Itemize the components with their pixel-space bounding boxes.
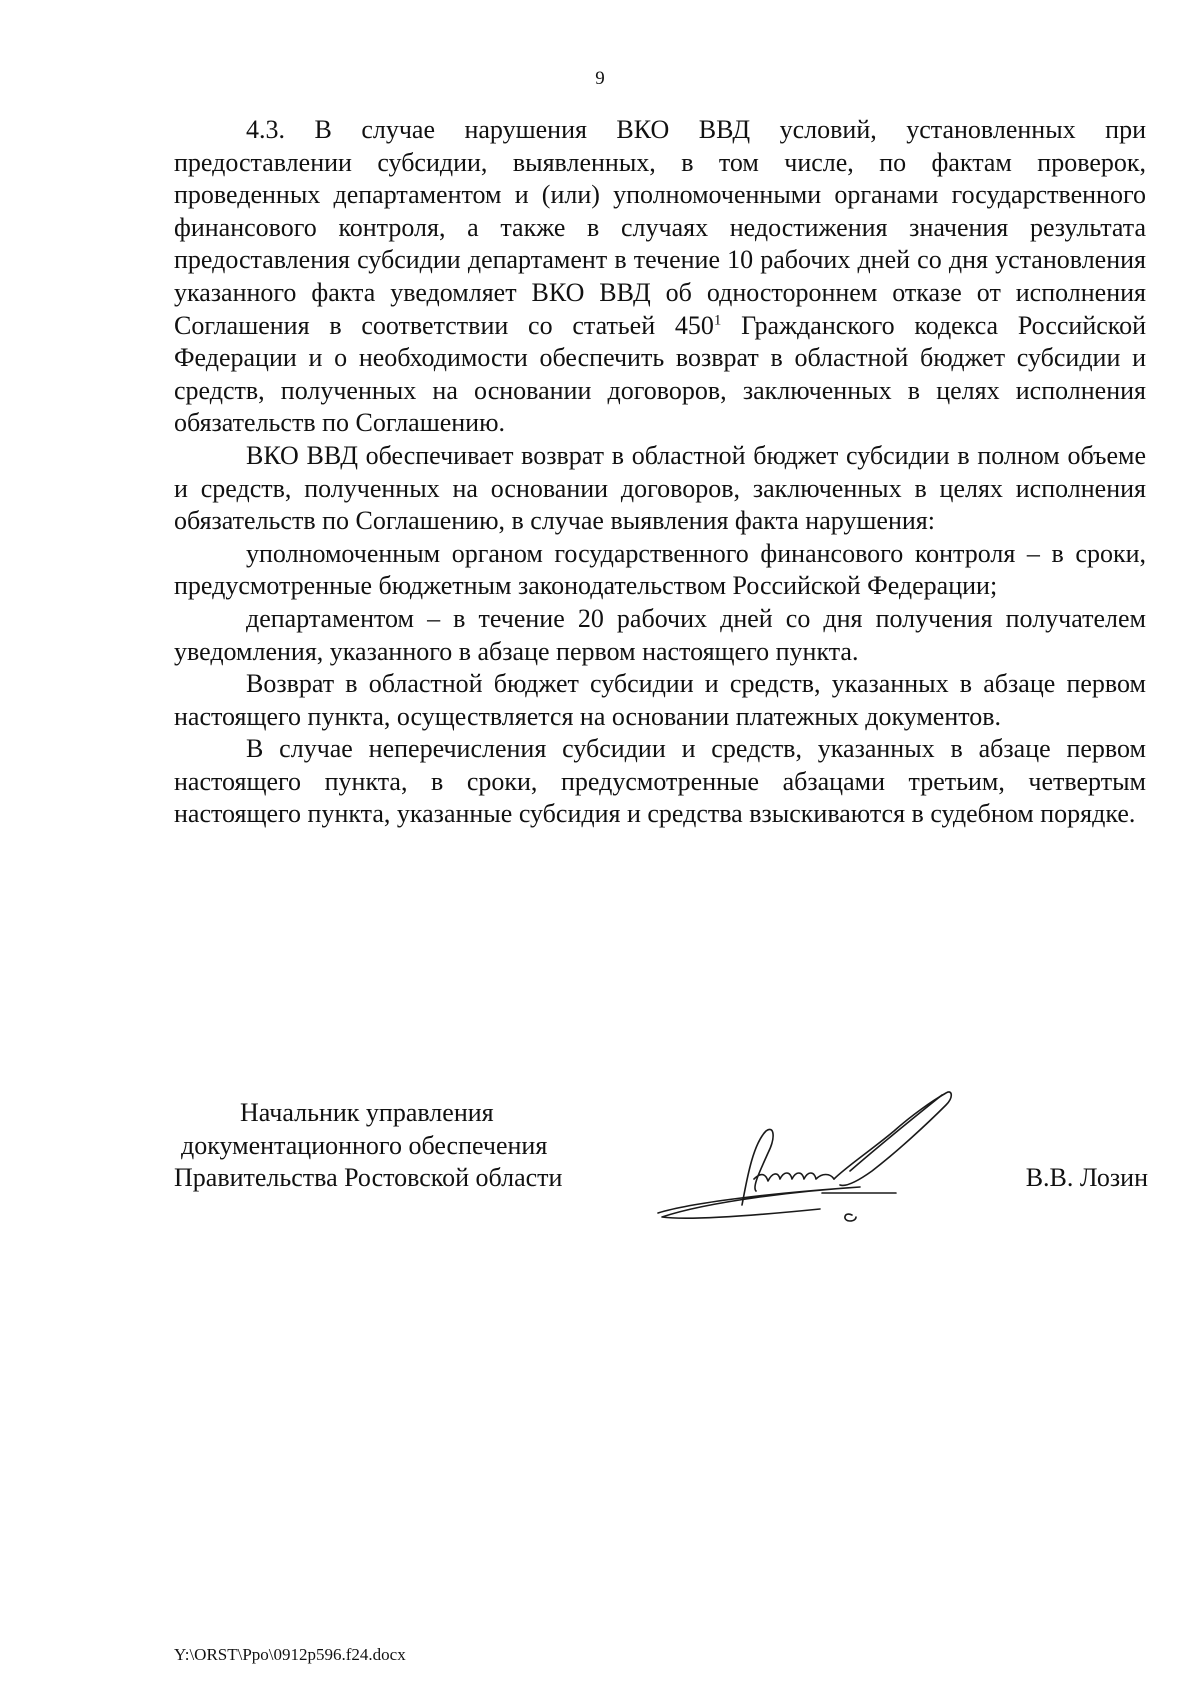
signature-block <box>0 1097 1200 1257</box>
signer-title-line: документационного обеспечения <box>181 1130 548 1160</box>
document-body <box>174 114 1146 831</box>
signer-title <box>174 1097 562 1195</box>
handwritten-signature-icon <box>650 1075 990 1245</box>
paragraph-refund-obligation: ВКО ВВД обеспечивает возврат в областной бюджет субсидии в полном объеме и средств, полученных на основании договоров, заключенных в целях исполнения обязательств по Соглашению, в случае выявления факта нарушения: <box>174 440 1146 536</box>
signer-title-line: Правительства Ростовской области <box>174 1163 563 1193</box>
file-path-footer: Y:\ORST\Ppo\0912p596.f24.docx <box>174 1645 406 1664</box>
paragraph-payment-documents: Возврат в областной бюджет субсидии и средств, указанных в абзаце первом настоящего пункта, осуществляется на основании платежных документов. <box>174 669 1146 731</box>
paragraph-4-3 <box>174 114 1146 440</box>
signer-title-line: Начальник управления <box>240 1098 494 1127</box>
paragraph-department: департаментом – в течение 20 рабочих дней со дня получения получателем уведомления, указанного в абзаце первом настоящего пункта. <box>174 603 1146 666</box>
paragraph-4-3-text-end: Гражданского кодекса Российской Федерации и о необходимости обеспечить возврат в областной бюджет субсидии и средств, полученных на основании договоров, заключенных в целях исполнения обязательств по Соглашению. <box>174 310 1146 438</box>
paragraph-judicial-recovery: В случае неперечисления субсидии и средств, указанных в абзаце первом настоящего пункта, в сроки, предусмотренные абзацами третьим, четвертым настоящего пункта, указанные субсидия и средства взыскиваются в судебном порядке. <box>174 734 1146 829</box>
article-superscript: 1 <box>713 311 722 328</box>
signer-name: В.В. Лозин <box>1025 1163 1148 1192</box>
paragraph-control-body: уполномоченным органом государственного финансового контроля – в сроки, предусмотренные бюджетным законодательством Российской Федерации; <box>174 538 1146 601</box>
page-number: 9 <box>595 68 605 89</box>
paragraph-4-3-text-start: 4.3. В случае нарушения ВКО ВВД условий, установленных при предоставлении субсидии, выявленных, в том числе, по фактам проверок, проведенных департаментом и (или) уполномоченными органами государственного финансового контроля, а также в случаях недостижения значения результата предоставления субсидии департамент в течение 10 рабочих дней со дня установления указанного факта уведомляет ВКО ВВД об одностороннем отказе от исполнения Соглашения в соответствии со статьей 450 <box>174 115 1146 340</box>
